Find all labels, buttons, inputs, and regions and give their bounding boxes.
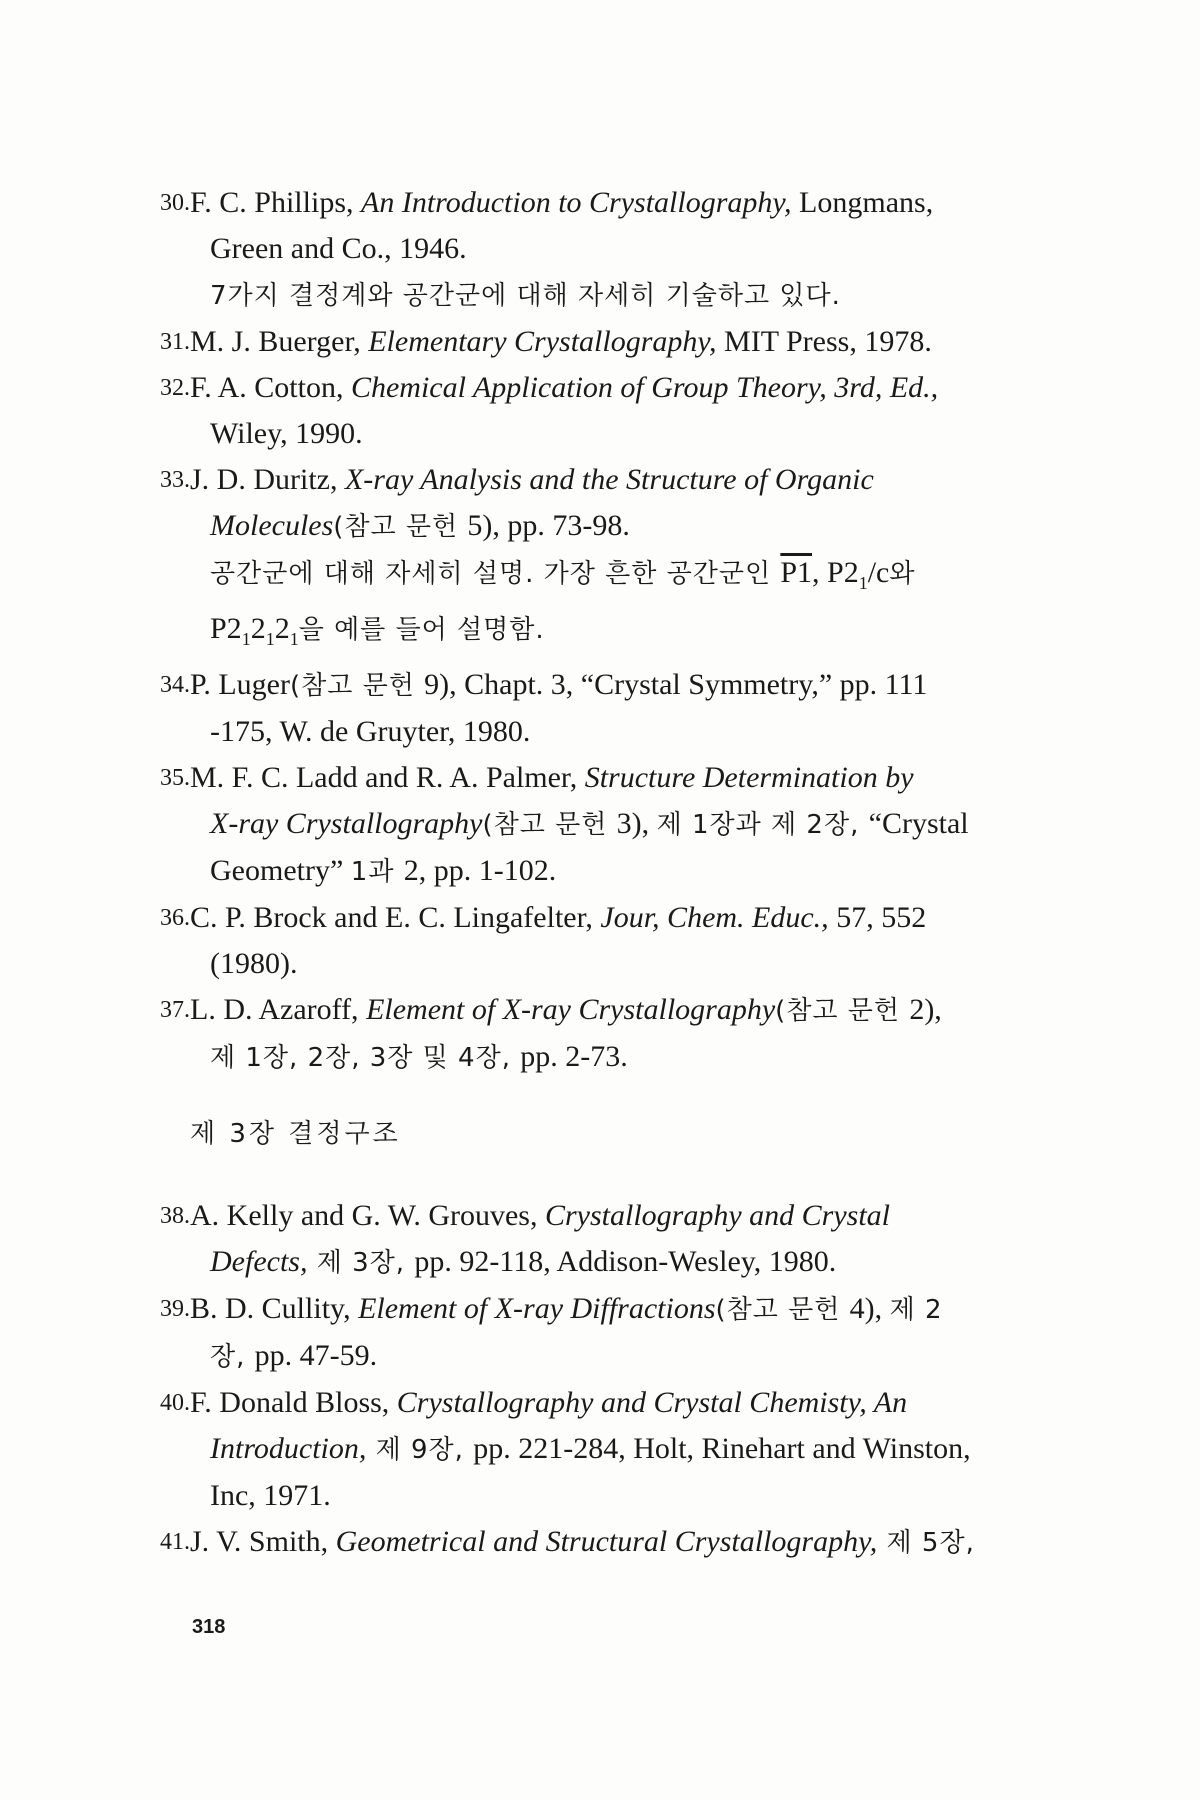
reference-text: 장, — [210, 1342, 255, 1372]
reference-line — [190, 319, 1020, 365]
reference-text: 제 9장, — [366, 1435, 474, 1465]
reference-text: 57, 552 — [828, 901, 927, 934]
reference-number: 32. — [160, 375, 190, 401]
reference-line — [190, 180, 1020, 226]
reference-title: Geometrical and Structural Crystallography, — [335, 1525, 878, 1558]
reference-text: F. A. Cotton, — [190, 371, 351, 404]
reference-text: F. Donald Bloss, — [190, 1386, 397, 1419]
reference-text: J. D. Duritz, — [190, 463, 345, 496]
reference-text: pp. 221-284, Holt, Rinehart and Winston, — [473, 1432, 971, 1465]
reference-text: 제 3장, — [307, 1248, 415, 1278]
reference-title: Jour, Chem. Educ., — [600, 901, 829, 934]
reference-text: 1 — [858, 573, 868, 593]
reference-entry — [160, 1193, 1020, 1286]
reference-line — [190, 1333, 1020, 1380]
reference-text: 1 — [289, 629, 299, 649]
reference-line — [190, 550, 1020, 606]
reference-line — [190, 606, 1020, 662]
reference-text: A. Kelly and G. W. Grouves, — [190, 1199, 545, 1232]
reference-entry — [160, 319, 1020, 365]
reference-title: Elementary Crystallography, — [368, 325, 717, 358]
reference-title: An Introduction to Crystallography, — [361, 186, 792, 219]
reference-title: Molecules — [210, 509, 334, 542]
reference-number: 31. — [160, 329, 190, 355]
reference-title: Structure Determination by — [584, 761, 914, 794]
reference-text: 1과 — [350, 857, 404, 887]
reference-entry — [160, 457, 1020, 662]
reference-title: Introduction, — [210, 1432, 367, 1465]
reference-line — [190, 226, 1020, 272]
reference-text: 제 5장, — [877, 1528, 975, 1558]
reference-text: J. V. Smith, — [190, 1525, 336, 1558]
reference-text: 7가지 결정계와 공간군에 대해 자세히 기술하고 있다. — [210, 281, 841, 311]
reference-text: /c — [867, 556, 890, 589]
reference-entry — [160, 755, 1020, 895]
reference-line — [190, 1034, 1020, 1081]
reference-text: P1 — [780, 556, 813, 589]
reference-list — [160, 180, 1020, 1566]
reference-entry — [160, 987, 1020, 1081]
reference-text: 3), — [616, 807, 657, 840]
reference-number: 39. — [160, 1296, 190, 1322]
reference-title: Element of X-ray Diffractions — [358, 1292, 716, 1325]
reference-entry — [160, 365, 1020, 457]
reference-text: 2), — [909, 993, 942, 1026]
reference-title: Crystallography and Crystal Chemisty, An — [396, 1386, 908, 1419]
reference-text: 5), pp. 73-98. — [467, 509, 630, 542]
section-heading: 제 3장 결정구조 — [190, 1119, 401, 1149]
reference-text: , P2 — [812, 556, 859, 589]
reference-text: 1 — [241, 629, 251, 649]
reference-text: (1980). — [210, 947, 298, 980]
reference-line — [190, 987, 1020, 1034]
reference-line — [190, 411, 1020, 457]
reference-line — [190, 1426, 1020, 1473]
reference-entry — [160, 662, 1020, 755]
reference-entry — [160, 1286, 1020, 1380]
reference-number: 30. — [160, 190, 190, 216]
reference-title: Defects, — [210, 1245, 308, 1278]
reference-text: 2, pp. 1-102. — [403, 854, 557, 887]
reference-text: MIT Press, 1978. — [716, 325, 932, 358]
reference-text: 공간군에 대해 자세히 설명. 가장 흔한 공간군인 — [210, 559, 781, 589]
reference-line — [190, 365, 1020, 411]
reference-entry — [160, 1380, 1020, 1519]
reference-text: 2 — [274, 612, 290, 645]
references-chapter-3 — [160, 1193, 1020, 1566]
reference-number: 33. — [160, 467, 190, 493]
reference-line — [190, 662, 1020, 709]
reference-text: 2 — [250, 612, 266, 645]
reference-text: (참고 문헌 — [333, 512, 468, 542]
reference-text: B. D. Cullity, — [190, 1292, 359, 1325]
reference-entry — [160, 180, 1020, 319]
reference-line — [190, 1239, 1020, 1286]
reference-text: (참고 문헌 — [715, 1295, 850, 1325]
reference-text: 9), Chapt. 3, “Crystal Symmetry,” pp. 111 — [424, 668, 928, 701]
reference-text: (참고 문헌 — [775, 996, 910, 1026]
reference-text: F. C. Phillips, — [190, 186, 361, 219]
reference-text: 제 1장과 제 2장, — [656, 810, 869, 840]
reference-title: Element of X-ray Crystallography — [366, 993, 776, 1026]
reference-line — [190, 1473, 1020, 1519]
reference-text: C. P. Brock and E. C. Lingafelter, — [190, 901, 601, 934]
reference-text: Inc, 1971. — [210, 1479, 331, 1512]
reference-line — [190, 503, 1020, 550]
reference-number: 35. — [160, 765, 190, 791]
references-chapter-2 — [160, 180, 1020, 1081]
reference-text: (참고 문헌 — [290, 671, 425, 701]
reference-line — [190, 755, 1020, 801]
reference-line — [190, 848, 1020, 895]
reference-title: Chemical Application of Group Theory, 3rd, Ed., — [350, 371, 939, 404]
reference-number: 38. — [160, 1203, 190, 1229]
reference-line — [190, 941, 1020, 987]
reference-text: P. Luger — [190, 668, 290, 701]
reference-text: L. D. Azaroff, — [190, 993, 367, 1026]
reference-number: 40. — [160, 1390, 190, 1416]
reference-text: -175, W. de Gruyter, 1980. — [210, 715, 531, 748]
reference-text: 와 — [889, 559, 916, 589]
reference-text: 1 — [265, 629, 275, 649]
reference-line — [190, 1519, 1020, 1566]
reference-text: “Crystal — [868, 807, 969, 840]
reference-title: X-ray Analysis and the Structure of Organic — [344, 463, 874, 496]
reference-text: 제 1장, 2장, 3장 및 4장, — [210, 1043, 521, 1073]
reference-text: pp. 47-59. — [254, 1339, 378, 1372]
reference-title: X-ray Crystallography — [210, 807, 483, 840]
reference-number: 34. — [160, 672, 190, 698]
reference-line — [190, 272, 1020, 319]
reference-text: P2 — [210, 612, 242, 645]
reference-number: 37. — [160, 997, 190, 1023]
reference-text: Longmans, — [791, 186, 934, 219]
reference-number: 36. — [160, 905, 190, 931]
reference-line — [190, 1193, 1020, 1239]
reference-text: (참고 문헌 — [482, 810, 617, 840]
reference-line — [190, 709, 1020, 755]
reference-text: pp. 92-118, Addison-Wesley, 1980. — [414, 1245, 837, 1278]
reference-line — [190, 895, 1020, 941]
reference-text: 을 예를 들어 설명함. — [298, 615, 545, 645]
reference-text: pp. 2-73. — [520, 1040, 628, 1073]
reference-entry — [160, 1519, 1020, 1566]
reference-text: Wiley, 1990. — [210, 417, 363, 450]
reference-text: M. F. C. Ladd and R. A. Palmer, — [190, 761, 585, 794]
reference-text: M. J. Buerger, — [190, 325, 369, 358]
reference-text: 제 2 — [889, 1295, 943, 1325]
page-number: 318 — [192, 1616, 226, 1638]
reference-line — [190, 1380, 1020, 1426]
reference-line — [190, 457, 1020, 503]
reference-entry — [160, 895, 1020, 987]
reference-text: 4), — [849, 1292, 890, 1325]
reference-title: Crystallography and Crystal — [544, 1199, 890, 1232]
reference-line — [190, 1286, 1020, 1333]
reference-text: Geometry” — [210, 854, 351, 887]
reference-number: 41. — [160, 1529, 190, 1555]
reference-line — [190, 801, 1020, 848]
reference-text: Green and Co., 1946. — [210, 232, 467, 265]
